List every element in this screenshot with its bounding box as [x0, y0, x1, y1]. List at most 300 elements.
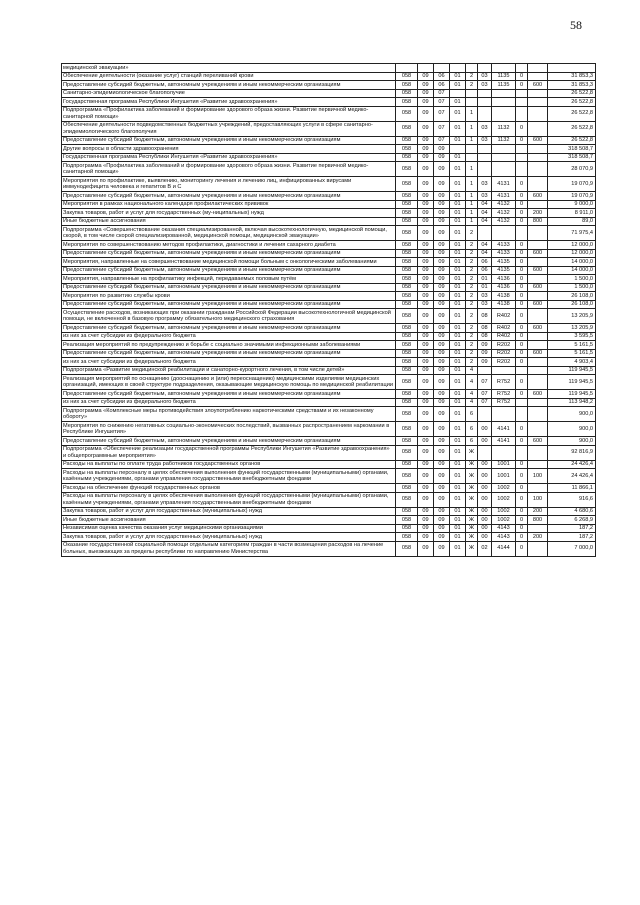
amount-cell: 11 866,1 [548, 484, 596, 493]
activity-cell: 03 [478, 292, 492, 301]
section-cell: 09 [418, 516, 434, 525]
subsection-cell: 09 [434, 492, 450, 507]
section-cell: 09 [418, 437, 434, 446]
row-name-cell: Предоставление субсидий бюджетным, автономным учреждениям и иным некоммерческим организациям [62, 300, 396, 309]
gov-code-cell: 058 [396, 507, 418, 516]
table-row [62, 275, 596, 284]
amount-cell: 28 070,9 [548, 162, 596, 177]
direction-suffix-cell: 0 [516, 72, 528, 81]
subprogram-cell: Ж [466, 524, 478, 533]
amount-cell: 13 205,9 [548, 324, 596, 333]
amount-cell: 119 945,5 [548, 390, 596, 399]
subprogram-cell [466, 64, 478, 73]
activity-cell: 03 [478, 72, 492, 81]
table-row [62, 292, 596, 301]
budget-table-body [62, 64, 596, 557]
subsection-cell: 07 [434, 136, 450, 145]
amount-cell: 900,0 [548, 437, 596, 446]
program-cell: 01 [450, 136, 466, 145]
subsection-cell: 09 [434, 162, 450, 177]
program-cell: 01 [450, 266, 466, 275]
direction-cell: 4131 [492, 192, 516, 201]
program-cell: 01 [450, 332, 466, 341]
program-cell: 01 [450, 177, 466, 192]
expense-type-cell: 200 [528, 533, 548, 542]
program-cell: 01 [450, 283, 466, 292]
table-row [62, 89, 596, 98]
direction-suffix-cell: 0 [516, 469, 528, 484]
row-name-cell: Подпрограмма «Профилактика заболеваний и формирование здорового образа жизни. Развитие первичной медико-санитарной помощи» [62, 162, 396, 177]
amount-cell: 26 522,8 [548, 98, 596, 107]
section-cell: 09 [418, 422, 434, 437]
section-cell: 09 [418, 153, 434, 162]
expense-type-cell [528, 524, 548, 533]
subprogram-cell: Ж [466, 492, 478, 507]
expense-type-cell: 600 [528, 349, 548, 358]
direction-suffix-cell [516, 98, 528, 107]
amount-cell: 24 426,4 [548, 469, 596, 484]
subprogram-cell [466, 145, 478, 154]
subsection-cell: 07 [434, 89, 450, 98]
row-name-cell: Предоставление субсидий бюджетным, автономным учреждениям и иным некоммерческим организациям [62, 349, 396, 358]
direction-cell [492, 407, 516, 422]
gov-code-cell: 058 [396, 81, 418, 90]
row-name-cell: медицинской эвакуации» [62, 64, 396, 73]
expense-type-cell [528, 309, 548, 324]
direction-suffix-cell: 0 [516, 341, 528, 350]
gov-code-cell: 058 [396, 106, 418, 121]
subprogram-cell: Ж [466, 445, 478, 460]
section-cell: 09 [418, 309, 434, 324]
subsection-cell: 09 [434, 300, 450, 309]
direction-suffix-cell: 0 [516, 217, 528, 226]
subprogram-cell: 1 [466, 200, 478, 209]
section-cell: 09 [418, 533, 434, 542]
activity-cell: 00 [478, 422, 492, 437]
program-cell: 01 [450, 249, 466, 258]
table-row [62, 324, 596, 333]
direction-cell: R202 [492, 341, 516, 350]
direction-suffix-cell [516, 366, 528, 375]
program-cell: 01 [450, 445, 466, 460]
direction-cell: 4144 [492, 541, 516, 556]
table-row [62, 64, 596, 73]
activity-cell: 04 [478, 200, 492, 209]
table-row [62, 375, 596, 390]
row-name-cell: Мероприятия, направленные на совершенствование медицинской помощи больным с онкологическими заболеваниями [62, 258, 396, 267]
section-cell: 09 [418, 217, 434, 226]
expense-type-cell: 600 [528, 136, 548, 145]
activity-cell: 00 [478, 507, 492, 516]
subsection-cell: 09 [434, 460, 450, 469]
expense-type-cell: 600 [528, 390, 548, 399]
row-name-cell: Реализация мероприятий по оснащению (дооснащению и (или) переоснащению) медицинскими изделиями медицинских организаций, имеющих в своей структуре подразделения, оказывающие медицинскую помощь по медицинской реабилитации [62, 375, 396, 390]
amount-cell: 31 853,3 [548, 81, 596, 90]
direction-suffix-cell: 0 [516, 177, 528, 192]
direction-cell: 1132 [492, 121, 516, 136]
row-name-cell: Мероприятия по развитию службы крови [62, 292, 396, 301]
program-cell [450, 89, 466, 98]
row-name-cell: Осуществление расходов, возникающих при оказании гражданам Российской Федерации высокотехнологичной медицинской помощи, не включенной в базовую программу обязательного медицинского страхования [62, 309, 396, 324]
direction-suffix-cell: 0 [516, 275, 528, 284]
amount-cell: 24 426,4 [548, 460, 596, 469]
subprogram-cell: 1 [466, 209, 478, 218]
amount-cell: 26 108,0 [548, 292, 596, 301]
table-row [62, 341, 596, 350]
program-cell: 01 [450, 507, 466, 516]
direction-cell [492, 366, 516, 375]
gov-code-cell: 058 [396, 324, 418, 333]
subsection-cell: 09 [434, 366, 450, 375]
section-cell: 09 [418, 349, 434, 358]
subsection-cell: 09 [434, 153, 450, 162]
direction-cell: 4138 [492, 300, 516, 309]
activity-cell [478, 89, 492, 98]
subsection-cell: 09 [434, 358, 450, 367]
subprogram-cell: 2 [466, 258, 478, 267]
expense-type-cell [528, 341, 548, 350]
gov-code-cell: 058 [396, 283, 418, 292]
program-cell: 01 [450, 469, 466, 484]
row-name-cell: Предоставление субсидий бюджетным, автономным учреждениям и иным некоммерческим организациям [62, 437, 396, 446]
program-cell: 01 [450, 217, 466, 226]
direction-suffix-cell: 0 [516, 283, 528, 292]
program-cell: 01 [450, 437, 466, 446]
direction-cell: 1001 [492, 469, 516, 484]
row-name-cell: Подпрограмма «Обеспечение реализации государственной программы Республики Ингушетия «Развитие здравоохранения» и общепрограммные мероприятия» [62, 445, 396, 460]
program-cell: 01 [450, 275, 466, 284]
subprogram-cell: Ж [466, 469, 478, 484]
program-cell: 01 [450, 81, 466, 90]
gov-code-cell: 058 [396, 266, 418, 275]
activity-cell: 00 [478, 469, 492, 484]
expense-type-cell: 600 [528, 324, 548, 333]
subprogram-cell: 4 [466, 390, 478, 399]
row-name-cell: Мероприятия по снижению негативных социально-экономических последствий, вызванных распространением наркомании в Республике Ингушетия» [62, 422, 396, 437]
amount-cell: 900,0 [548, 422, 596, 437]
gov-code-cell: 058 [396, 437, 418, 446]
table-row [62, 524, 596, 533]
activity-cell [478, 153, 492, 162]
direction-cell [492, 89, 516, 98]
row-name-cell: Предоставление субсидий бюджетным, автономным учреждениям и иным некоммерческим организациям [62, 266, 396, 275]
activity-cell: 00 [478, 460, 492, 469]
amount-cell: 318 508,7 [548, 153, 596, 162]
subsection-cell: 09 [434, 541, 450, 556]
direction-suffix-cell: 0 [516, 533, 528, 542]
section-cell: 09 [418, 81, 434, 90]
section-cell: 09 [418, 341, 434, 350]
amount-cell: 4 680,6 [548, 507, 596, 516]
subsection-cell: 09 [434, 375, 450, 390]
section-cell: 09 [418, 445, 434, 460]
expense-type-cell [528, 445, 548, 460]
activity-cell: 07 [478, 390, 492, 399]
amount-cell: 3 595,5 [548, 332, 596, 341]
table-row [62, 398, 596, 407]
row-name-cell: Закупка товаров, работ и услуг для государственных (му-ниципальных) нужд [62, 209, 396, 218]
direction-suffix-cell [516, 398, 528, 407]
direction-cell: 4136 [492, 283, 516, 292]
expense-type-cell [528, 422, 548, 437]
gov-code-cell: 058 [396, 358, 418, 367]
activity-cell: 06 [478, 258, 492, 267]
direction-suffix-cell: 0 [516, 324, 528, 333]
direction-cell: R402 [492, 332, 516, 341]
table-row [62, 507, 596, 516]
expense-type-cell [528, 258, 548, 267]
gov-code-cell: 058 [396, 445, 418, 460]
subsection-cell: 09 [434, 209, 450, 218]
activity-cell: 03 [478, 136, 492, 145]
section-cell: 09 [418, 398, 434, 407]
direction-cell: 4131 [492, 177, 516, 192]
gov-code-cell: 058 [396, 136, 418, 145]
section-cell: 09 [418, 192, 434, 201]
direction-cell: R402 [492, 324, 516, 333]
section-cell: 09 [418, 375, 434, 390]
subprogram-cell: 2 [466, 283, 478, 292]
table-row [62, 200, 596, 209]
direction-suffix-cell: 0 [516, 422, 528, 437]
gov-code-cell: 058 [396, 375, 418, 390]
subsection-cell: 09 [434, 516, 450, 525]
activity-cell: 07 [478, 375, 492, 390]
gov-code-cell: 058 [396, 349, 418, 358]
activity-cell: 02 [478, 541, 492, 556]
program-cell: 01 [450, 192, 466, 201]
section-cell: 09 [418, 177, 434, 192]
direction-cell: 4132 [492, 217, 516, 226]
gov-code-cell: 058 [396, 398, 418, 407]
subprogram-cell [466, 153, 478, 162]
subsection-cell: 09 [434, 332, 450, 341]
gov-code-cell: 058 [396, 516, 418, 525]
subprogram-cell: 4 [466, 398, 478, 407]
expense-type-cell [528, 366, 548, 375]
subsection-cell: 09 [434, 200, 450, 209]
activity-cell: 07 [478, 398, 492, 407]
table-row [62, 136, 596, 145]
row-name-cell: Закупка товаров, работ и услуг для государственных (муниципальных) нужд [62, 507, 396, 516]
subprogram-cell: 2 [466, 349, 478, 358]
subprogram-cell [466, 89, 478, 98]
table-row [62, 366, 596, 375]
gov-code-cell: 058 [396, 145, 418, 154]
direction-suffix-cell [516, 407, 528, 422]
program-cell: 01 [450, 209, 466, 218]
amount-cell: 916,6 [548, 492, 596, 507]
row-name-cell: Иные бюджетные ассигнования [62, 516, 396, 525]
gov-code-cell: 058 [396, 275, 418, 284]
program-cell: 01 [450, 106, 466, 121]
direction-suffix-cell: 0 [516, 524, 528, 533]
gov-code-cell: 058 [396, 460, 418, 469]
expense-type-cell [528, 407, 548, 422]
gov-code-cell: 058 [396, 72, 418, 81]
activity-cell: 04 [478, 209, 492, 218]
amount-cell: 12 000,0 [548, 241, 596, 250]
activity-cell: 08 [478, 332, 492, 341]
direction-suffix-cell: 0 [516, 460, 528, 469]
amount-cell: 19 070,9 [548, 192, 596, 201]
subprogram-cell: 1 [466, 192, 478, 201]
expense-type-cell: 800 [528, 516, 548, 525]
expense-type-cell [528, 332, 548, 341]
section-cell: 09 [418, 200, 434, 209]
table-row [62, 390, 596, 399]
table-row [62, 162, 596, 177]
direction-cell: 4132 [492, 209, 516, 218]
gov-code-cell: 058 [396, 332, 418, 341]
table-row [62, 106, 596, 121]
program-cell: 01 [450, 484, 466, 493]
gov-code-cell: 058 [396, 241, 418, 250]
subprogram-cell: 2 [466, 309, 478, 324]
program-cell: 01 [450, 258, 466, 267]
subprogram-cell: 1 [466, 217, 478, 226]
section-cell: 09 [418, 136, 434, 145]
amount-cell: 119 945,5 [548, 375, 596, 390]
subprogram-cell [466, 98, 478, 107]
direction-cell: 4135 [492, 258, 516, 267]
row-name-cell: Подпрограмма «Комплексные меры противодействия злоупотреблению наркотическими средствами и их незаконному обороту» [62, 407, 396, 422]
section-cell: 09 [418, 72, 434, 81]
gov-code-cell: 058 [396, 200, 418, 209]
gov-code-cell: 058 [396, 258, 418, 267]
section-cell: 09 [418, 98, 434, 107]
subsection-cell: 09 [434, 258, 450, 267]
section-cell: 09 [418, 492, 434, 507]
activity-cell: 00 [478, 516, 492, 525]
gov-code-cell: 058 [396, 249, 418, 258]
table-row [62, 226, 596, 241]
expense-type-cell [528, 241, 548, 250]
subsection-cell: 09 [434, 324, 450, 333]
direction-suffix-cell: 0 [516, 292, 528, 301]
section-cell: 09 [418, 266, 434, 275]
activity-cell [478, 162, 492, 177]
table-row [62, 541, 596, 556]
amount-cell: 89,0 [548, 217, 596, 226]
table-row [62, 121, 596, 136]
row-name-cell: Подпрограмма «Развитие медицинской реабилитации и санаторно-курортного лечения, в том числе детей» [62, 366, 396, 375]
direction-cell: 4133 [492, 241, 516, 250]
table-row [62, 484, 596, 493]
direction-cell: 4138 [492, 292, 516, 301]
page-number: 58 [570, 18, 582, 32]
row-name-cell: Реализация мероприятий по предупреждению и борьбе с социально значимыми инфекционными заболеваниями [62, 341, 396, 350]
expense-type-cell: 200 [528, 209, 548, 218]
direction-cell: 1002 [492, 484, 516, 493]
table-row [62, 332, 596, 341]
table-row [62, 349, 596, 358]
subsection-cell: 09 [434, 292, 450, 301]
table-row [62, 72, 596, 81]
program-cell: 01 [450, 300, 466, 309]
row-name-cell: Закупка товаров, работ и услуг для государственных (муниципальных) нужд [62, 533, 396, 542]
direction-suffix-cell: 0 [516, 241, 528, 250]
gov-code-cell: 058 [396, 226, 418, 241]
direction-suffix-cell: 0 [516, 136, 528, 145]
expense-type-cell: 200 [528, 507, 548, 516]
subsection-cell: 09 [434, 249, 450, 258]
direction-suffix-cell: 0 [516, 516, 528, 525]
expense-type-cell [528, 484, 548, 493]
program-cell: 01 [450, 460, 466, 469]
direction-suffix-cell: 0 [516, 541, 528, 556]
gov-code-cell: 058 [396, 484, 418, 493]
expense-type-cell [528, 145, 548, 154]
amount-cell: 14 000,0 [548, 266, 596, 275]
section-cell: 09 [418, 226, 434, 241]
table-row [62, 258, 596, 267]
subsection-cell: 09 [434, 226, 450, 241]
expense-type-cell: 800 [528, 217, 548, 226]
section-cell: 09 [418, 241, 434, 250]
section-cell: 09 [418, 407, 434, 422]
program-cell: 01 [450, 121, 466, 136]
budget-table-container [61, 63, 595, 557]
program-cell: 01 [450, 200, 466, 209]
subsection-cell: 09 [434, 398, 450, 407]
section-cell: 09 [418, 390, 434, 399]
expense-type-cell [528, 64, 548, 73]
program-cell: 01 [450, 375, 466, 390]
program-cell: 01 [450, 324, 466, 333]
direction-suffix-cell [516, 162, 528, 177]
expense-type-cell: 600 [528, 437, 548, 446]
table-row [62, 445, 596, 460]
direction-cell: 4141 [492, 437, 516, 446]
row-name-cell: Независимая оценка качества оказания услуг медицинскими организациями [62, 524, 396, 533]
row-name-cell: Предоставление субсидий бюджетным, автономным учреждениям и иным некоммерческим организациям [62, 390, 396, 399]
direction-suffix-cell: 0 [516, 390, 528, 399]
direction-suffix-cell: 0 [516, 209, 528, 218]
section-cell: 09 [418, 300, 434, 309]
direction-cell [492, 145, 516, 154]
expense-type-cell [528, 275, 548, 284]
direction-cell [492, 98, 516, 107]
gov-code-cell: 058 [396, 309, 418, 324]
section-cell [418, 64, 434, 73]
program-cell [450, 145, 466, 154]
direction-suffix-cell: 0 [516, 266, 528, 275]
subsection-cell: 07 [434, 106, 450, 121]
row-name-cell: Иные бюджетные ассигнования [62, 217, 396, 226]
row-name-cell: Расходы на обеспечение функций государственных органов [62, 484, 396, 493]
activity-cell: 04 [478, 217, 492, 226]
direction-cell: 1132 [492, 136, 516, 145]
direction-cell: 4143 [492, 533, 516, 542]
gov-code-cell: 058 [396, 217, 418, 226]
direction-suffix-cell: 0 [516, 375, 528, 390]
section-cell: 09 [418, 209, 434, 218]
section-cell: 09 [418, 121, 434, 136]
activity-cell: 00 [478, 437, 492, 446]
direction-cell: R202 [492, 349, 516, 358]
amount-cell: 26 522,8 [548, 121, 596, 136]
activity-cell: 03 [478, 81, 492, 90]
expense-type-cell [528, 460, 548, 469]
subsection-cell: 09 [434, 349, 450, 358]
table-row [62, 98, 596, 107]
row-name-cell: Предоставление субсидий бюджетным, автономным учреждениям и иным некоммерческим организациям [62, 249, 396, 258]
direction-suffix-cell: 0 [516, 121, 528, 136]
row-name-cell: Расходы на выплаты персоналу в целях обеспечения выполнения функций государственными (муниципальными) органами, казёнными учреждениями, органами управления государственными внебюджетными фондами [62, 469, 396, 484]
expense-type-cell [528, 72, 548, 81]
expense-type-cell [528, 226, 548, 241]
